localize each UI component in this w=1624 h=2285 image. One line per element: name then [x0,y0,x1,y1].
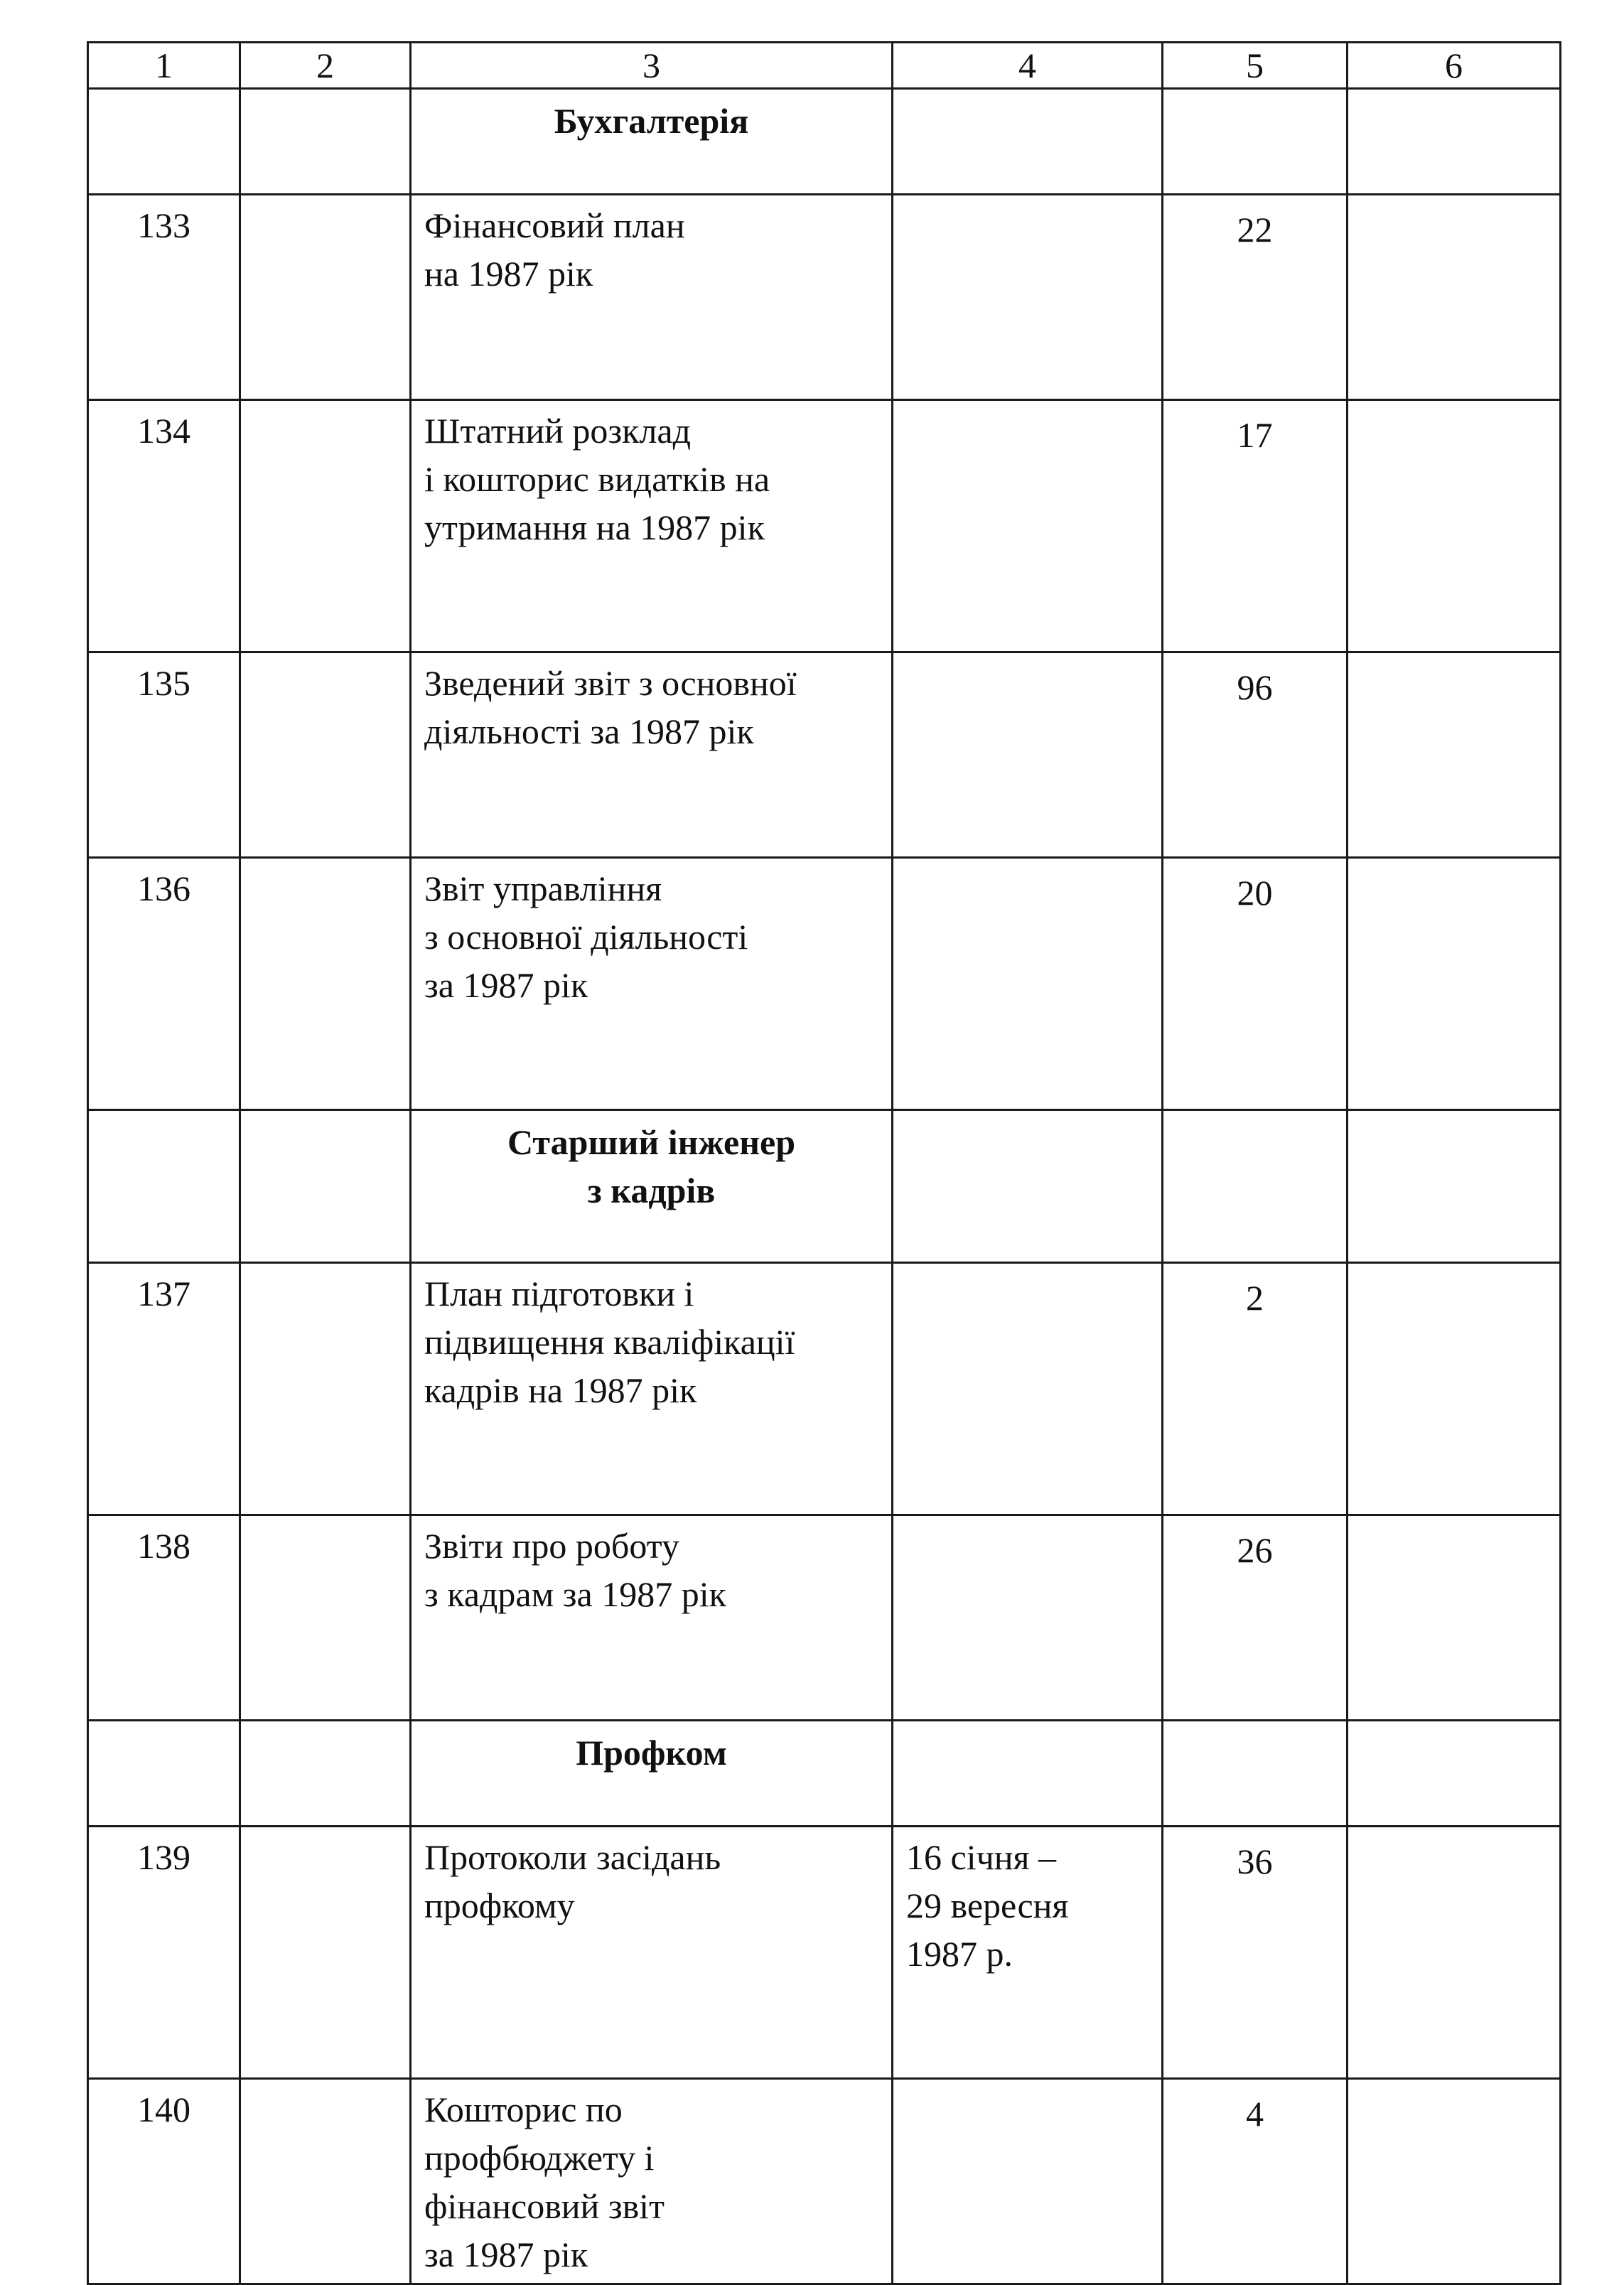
column-number-cell: 2 [240,43,411,89]
item-dates [893,652,1163,858]
section-row [88,89,1561,195]
item-number: 137 [88,1263,240,1515]
item-sheet-count: 2 [1163,1263,1348,1515]
item-title: Штатний розклад і кошторис видатків на утримання на 1987 рік [411,400,893,652]
item-number: 134 [88,400,240,652]
item-dates [893,400,1163,652]
item-dates [893,1515,1163,1721]
section-title: Бухгалтерія [411,89,893,195]
item-sheet-count: 36 [1163,1827,1348,2079]
table-row [88,1263,1561,1515]
column-number-cell: 3 [411,43,893,89]
item-title: Протоколи засідань профкому [411,1827,893,2079]
item-dates [893,195,1163,400]
section-row [88,1721,1561,1827]
item-title: Фінансовий план на 1987 рік [411,195,893,400]
item-title: Зведений звіт з основної діяльності за 1987 рік [411,652,893,858]
column-number-cell: 1 [88,43,240,89]
item-number: 133 [88,195,240,400]
item-title: Кошторис по профбюджету і фінансовий звіт за 1987 рік [411,2079,893,2284]
item-number: 139 [88,1827,240,2079]
section-title: Старший інженер з кадрів [411,1110,893,1263]
item-number: 138 [88,1515,240,1721]
item-dates: 16 січня – 29 вересня 1987 р. [893,1827,1163,2079]
table-row [88,1827,1561,2079]
item-number: 135 [88,652,240,858]
table-row [88,652,1561,858]
column-number-cell: 6 [1348,43,1561,89]
column-number-row [88,43,1561,89]
item-sheet-count: 22 [1163,195,1348,400]
item-sheet-count: 4 [1163,2079,1348,2284]
column-number-cell: 4 [893,43,1163,89]
table-row [88,400,1561,652]
item-number: 136 [88,858,240,1110]
item-sheet-count: 96 [1163,652,1348,858]
section-row [88,1110,1561,1263]
item-title: Звіти про роботу з кадрам за 1987 рік [411,1515,893,1721]
item-dates [893,858,1163,1110]
inventory-table [87,41,1561,2285]
item-sheet-count: 20 [1163,858,1348,1110]
item-sheet-count: 26 [1163,1515,1348,1721]
table-row [88,195,1561,400]
table-row [88,2079,1561,2284]
item-number: 140 [88,2079,240,2284]
item-dates [893,1263,1163,1515]
item-title: Звіт управління з основної діяльності за 1987 рік [411,858,893,1110]
table-row [88,858,1561,1110]
item-dates [893,2079,1163,2284]
item-sheet-count: 17 [1163,400,1348,652]
item-title: План підготовки і підвищення кваліфікації кадрів на 1987 рік [411,1263,893,1515]
section-title: Профком [411,1721,893,1827]
table-row [88,1515,1561,1721]
column-number-cell: 5 [1163,43,1348,89]
